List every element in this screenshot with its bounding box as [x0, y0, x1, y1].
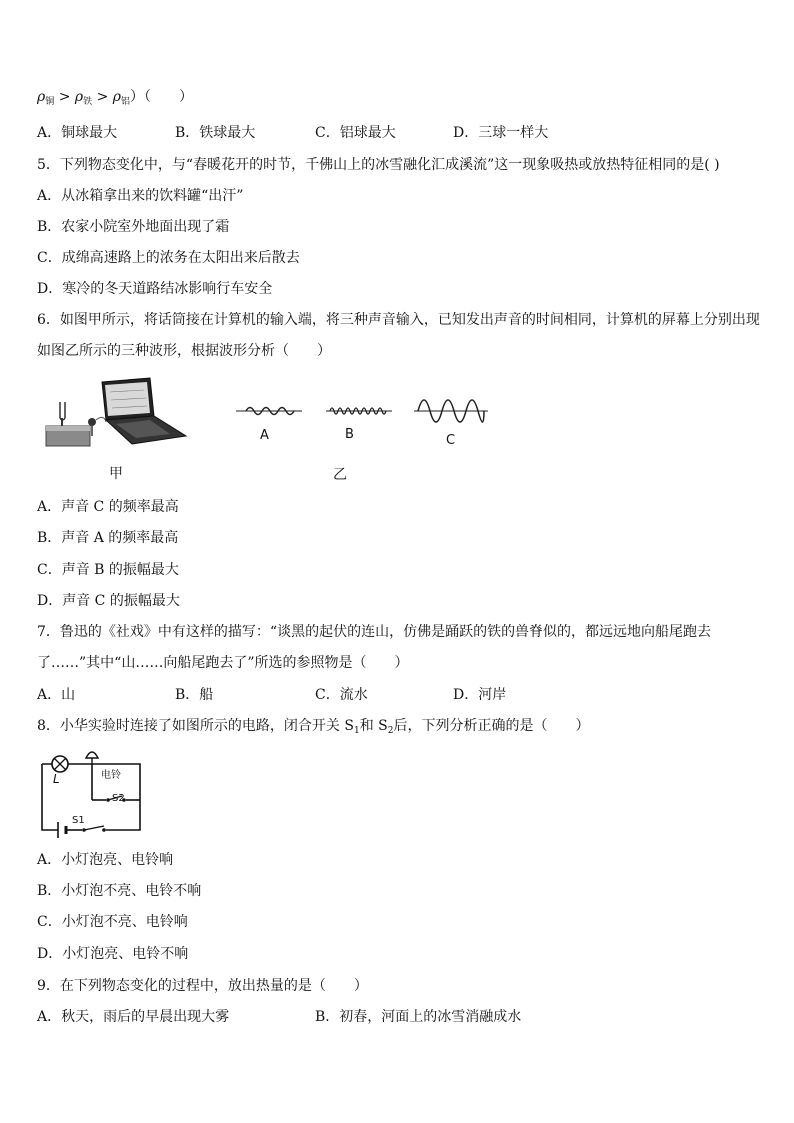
- wave-a-label: A: [260, 428, 269, 443]
- q4-stem-tail: $\rho_铜 > \rho_铁 > \rho_铝$）（ ）: [37, 89, 194, 107]
- q7-option-b: B．船: [175, 687, 214, 703]
- q7-option-a: A．山: [37, 687, 76, 703]
- q7-option-d: D．河岸: [453, 687, 507, 703]
- q6-stem-line1: 6．如图甲所示，将话筒接在计算机的输入端，将三种声音输入，已知发出声音的时间相同，计算机的屏幕上分别出现: [37, 312, 760, 328]
- q6-stem-line2: 如图乙所示的三种波形，根据波形分析（ ）: [37, 343, 331, 359]
- q4-option-a: A．铜球最大: [37, 125, 118, 141]
- q9-stem: 9．在下列物态变化的过程中，放出热量的是（ ）: [37, 978, 368, 994]
- q6-option-a: A．声音 C 的频率最高: [37, 499, 179, 515]
- lamp-label: L: [53, 772, 60, 786]
- q7-option-c: C．流水: [315, 687, 368, 703]
- q5-option-a: A．从冰箱拿出来的饮料罐“出汗”: [37, 188, 244, 204]
- q8-option-a: A．小灯泡亮、电铃响: [37, 852, 174, 868]
- q8-stem: 8．小华实验时连接了如图所示的电路，闭合开关 $S_1$和 $S_2$后，下列分析正确的是（ ）: [37, 718, 590, 736]
- waveforms-figure: [234, 386, 494, 436]
- wave-b-label: B: [345, 427, 354, 442]
- q4-option-c: C．铝球最大: [315, 125, 396, 141]
- q6-option-b: B．声音 A 的频率最高: [37, 530, 179, 546]
- q7-stem-line2: 了……”其中“山……向船尾跑去了”所选的参照物是（ ）: [37, 655, 409, 671]
- q8-option-d: D．小灯泡亮、电铃不响: [37, 946, 189, 962]
- q8-option-c: C．小灯泡不亮、电铃响: [37, 914, 188, 930]
- circuit-diagram: [36, 744, 146, 839]
- q5-option-d: D．寒冷的冬天道路结冰影响行车安全: [37, 281, 273, 297]
- q9-option-b: B．初春，河面上的冰雪消融成水: [315, 1009, 522, 1025]
- wave-c-label: C: [446, 433, 456, 448]
- q9-option-a: A．秋天，雨后的早晨出现大雾: [37, 1009, 230, 1025]
- q4-option-d: D．三球一样大: [453, 125, 549, 141]
- microphone-laptop-figure: [40, 374, 190, 454]
- bell-label: 电铃: [101, 770, 121, 781]
- q5-option-c: C．成绵高速路上的浓务在太阳出来后散去: [37, 250, 300, 266]
- q6-option-d: D．声音 C 的振幅最大: [37, 593, 180, 609]
- figure-yi-label: 乙: [333, 467, 347, 483]
- figure-jia-label: 甲: [109, 466, 123, 482]
- s1-label: S1: [72, 815, 85, 826]
- q8-option-b: B．小灯泡不亮、电铃不响: [37, 883, 202, 899]
- q5-option-b: B．农家小院室外地面出现了霜: [37, 219, 230, 235]
- q6-option-c: C．声音 B 的振幅最大: [37, 562, 179, 578]
- q5-stem: 5．下列物态变化中，与“春暖花开的时节，千佛山上的冰雪融化汇成溪流”这一现象吸热或放热特征相同的是( ): [37, 157, 720, 173]
- q4-option-b: B．铁球最大: [175, 125, 256, 141]
- s2-label: S2: [112, 793, 125, 804]
- q7-stem-line1: 7．鲁迅的《社戏》中有这样的描写：“谈黑的起伏的连山，仿佛是踊跃的铁的兽脊似的，都远远地向船尾跑去: [37, 624, 712, 640]
